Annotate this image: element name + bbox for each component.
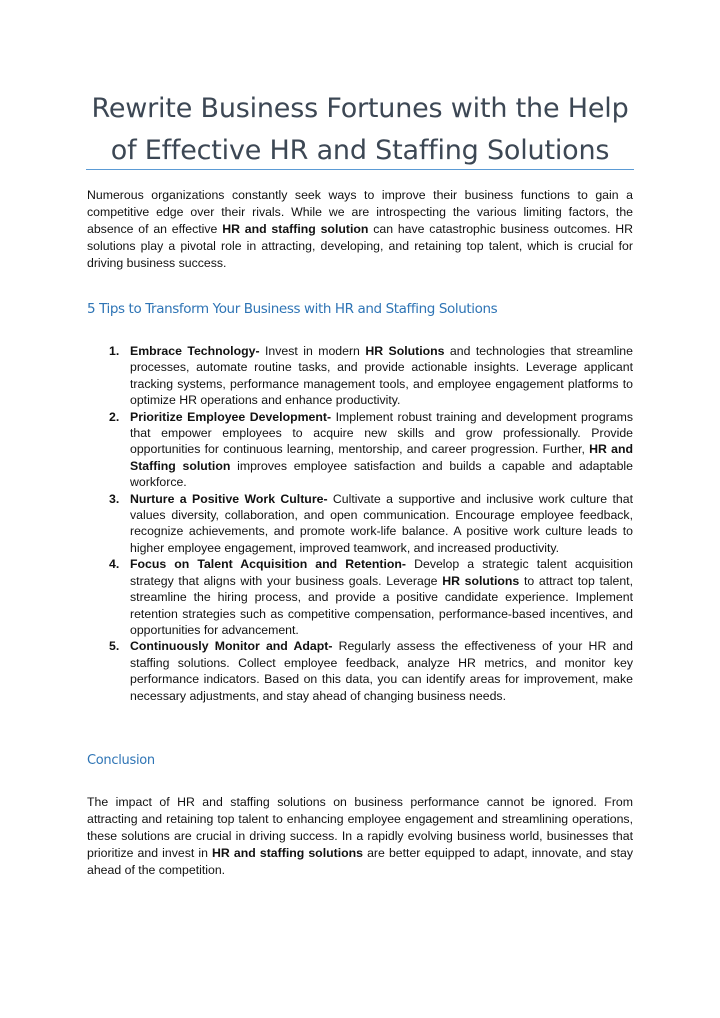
tip-number: 3.	[109, 491, 120, 506]
intro-text-1: Numerous organizations constantly seek ways to improve their business functions to gain a competitive edge over their rivals. While we are introspecting the various limiting factors, the absence of an effective	[87, 188, 633, 236]
tip-bold-keyword: HR Solutions	[365, 344, 445, 358]
tip-item	[87, 343, 633, 409]
tip-text-1: Implement robust training and development programs that empower employees to acquire new skills and grow professionally. Provide opportunities for continuous learning, mentorship, and career progression. Further,	[130, 409, 633, 457]
intro-bold-keyword: HR and staffing solution	[222, 222, 369, 236]
intro-paragraph	[87, 187, 633, 272]
tip-bold-keyword: HR solutions	[442, 573, 520, 588]
title-divider	[86, 169, 634, 170]
tip-item	[87, 409, 633, 491]
tip-item	[87, 638, 633, 704]
tip-text-2: to attract top talent, streamline the hiring process, and provide a positive candidate experience. Implement retention strategies such as competitive compensation, performance-based incentives, and opportunities for advancement.	[130, 573, 633, 637]
tip-number: 1.	[109, 344, 120, 358]
tips-list	[87, 343, 633, 704]
tip-item	[87, 491, 633, 557]
tip-text-2: improves employee satisfaction and builds a capable and adaptable workforce.	[130, 458, 633, 490]
tip-heading: Prioritize Employee Development-	[130, 409, 332, 424]
tip-bold-keyword: HR and Staffing solution	[130, 442, 633, 473]
tip-number: 2.	[109, 409, 120, 424]
conclusion-bold-keyword: HR and staffing solutions	[212, 846, 363, 860]
tip-heading: Continuously Monitor and Adapt-	[130, 639, 333, 654]
tips-heading: 5 Tips to Transform Your Business with HR and Staffing Solutions	[87, 301, 498, 317]
tip-heading: Focus on Talent Acquisition and Retention-	[130, 557, 407, 572]
tip-number: 5.	[109, 639, 120, 654]
tip-heading: Nurture a Positive Work Culture-	[130, 491, 328, 506]
tip-heading: Embrace Technology-	[130, 344, 260, 358]
tip-text-1: Invest in modern	[259, 344, 366, 358]
conclusion-text-1: The impact of HR and staffing solutions on business performance cannot be ignored. From attracting and retaining top talent to enhancing employee engagement and streamlining operations, these solutions are crucial in driving success. In a rapidly evolving business world, businesses that prioritize and invest in	[87, 795, 633, 860]
tip-text-1: Develop a strategic talent acquisition strategy that aligns with your business goals. Leverage	[130, 557, 633, 588]
tip-text-2: and technologies that streamline processes, automate routine tasks, and provide actionable insights. Leverage applicant tracking systems, performance management tools, and employee engagement platforms to optimize HR operations and enhance productivity.	[130, 344, 633, 408]
conclusion-paragraph	[87, 794, 633, 879]
tip-text-1: Cultivate a supportive and inclusive work culture that values diversity, collaboration, and open communication. Encourage employee feedback, recognize achievements, and promote work-life balance. A positive work culture leads to higher employee engagement, improved teamwork, and increased productivity.	[130, 491, 633, 555]
tip-text-1: Regularly assess the effectiveness of your HR and staffing solutions. Collect employee feedback, analyze HR metrics, and monitor key performance indicators. Based on this data, you can identify areas for improvement, make necessary adjustments, and stay ahead of changing business needs.	[130, 639, 633, 703]
tip-number: 4.	[109, 557, 120, 572]
conclusion-heading: Conclusion	[87, 753, 155, 768]
tip-item	[87, 556, 633, 638]
conclusion-text-2: are better equipped to adapt, innovate, and stay ahead of the competition.	[87, 846, 633, 877]
page-title: Rewrite Business Fortunes with the Help of Effective HR and Staffing Solutions	[91, 93, 629, 166]
intro-text-2: can have catastrophic business outcomes. HR solutions play a pivotal role in attracting, developing, and retaining top talent, which is crucial for driving business success.	[87, 222, 633, 270]
